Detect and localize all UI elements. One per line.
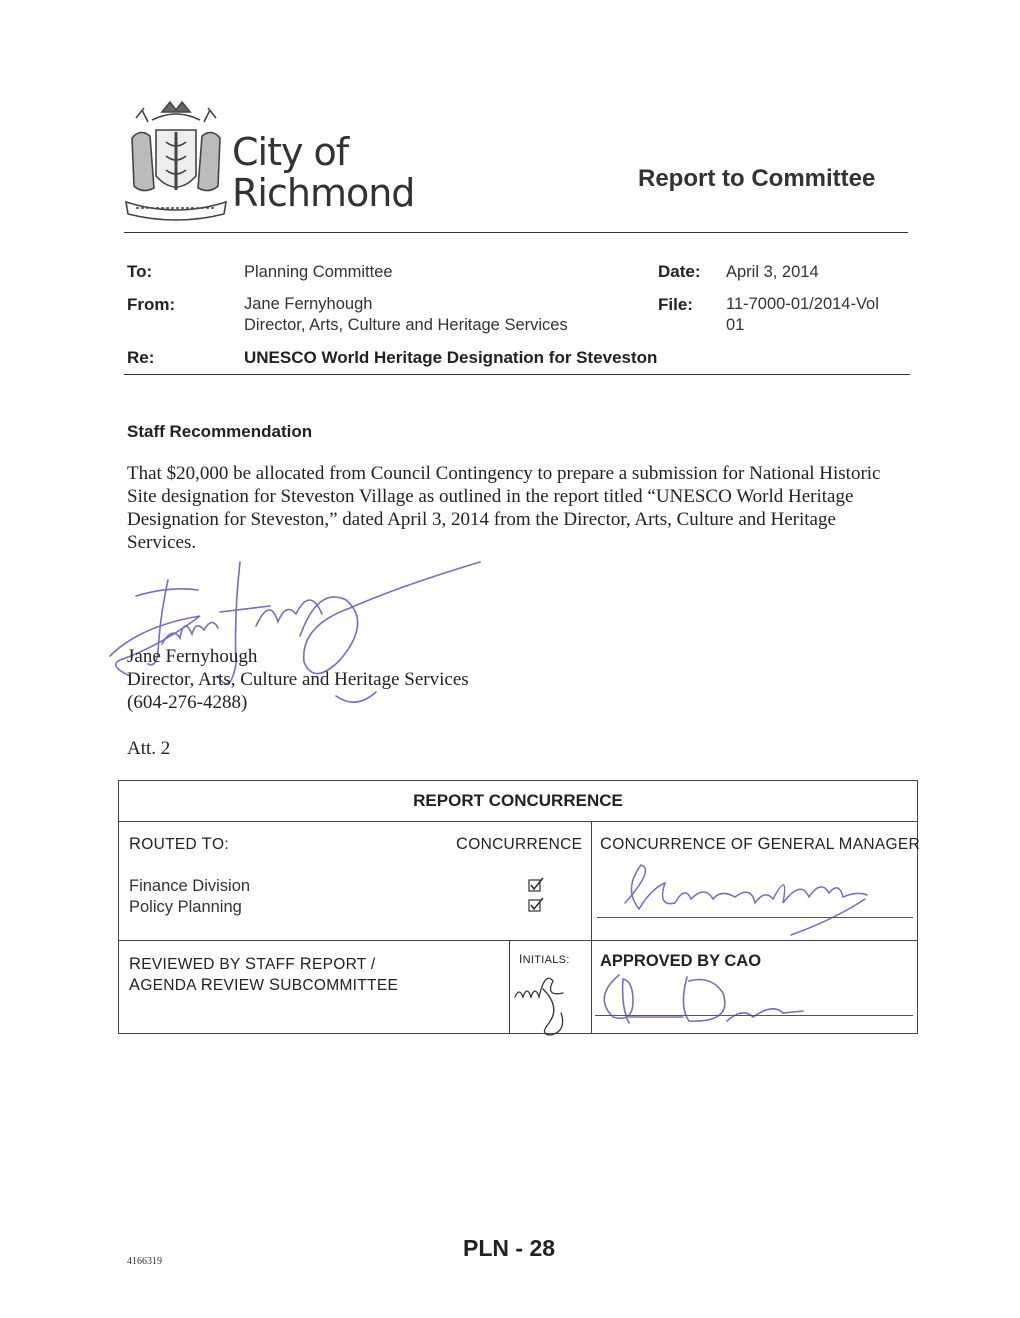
routed-to-header <box>129 835 229 854</box>
gm-header-part: G <box>757 835 771 853</box>
checked-checkbox-icon <box>528 877 544 893</box>
general-manager-header <box>600 835 920 854</box>
attachments-note: Att. 2 <box>127 738 171 759</box>
agenda-review-header <box>129 976 398 995</box>
signer-title: Director, Arts, Culture and Heritage Services <box>127 669 469 690</box>
city-name-line2: Richmond <box>232 171 415 215</box>
routed-department: Finance Division <box>129 877 251 895</box>
gm-header-part: M <box>838 835 853 853</box>
city-name <box>232 132 414 214</box>
file-label: File: <box>658 295 693 314</box>
city-name-line1: City of <box>232 130 349 174</box>
info-divider <box>124 374 910 375</box>
recommendation-text: That $20,000 be allocated from Council Contingency to prepare a submission for National Historic Site designation for Steveston Village as outlined in the report titled “UNESCO World Heritage Designation for Steveston,” dated April 3, 2014 from the Director, Arts, Culture and Heritage Services. <box>127 463 881 553</box>
header-divider <box>124 232 908 233</box>
checked-checkbox-icon <box>528 897 544 913</box>
to-value: Planning Committee <box>244 263 393 281</box>
gm-header-part: ONCURRENCE OF <box>612 836 758 853</box>
reviewed-part: TAFF <box>256 956 300 973</box>
date-value: April 3, 2014 <box>726 263 819 281</box>
signer-name: Jane Fernyhough <box>127 646 258 667</box>
reviewed-part: S <box>245 955 257 973</box>
gm-header-part: ANAGER <box>852 836 920 853</box>
from-title: Director, Arts, Culture and Heritage Services <box>244 316 568 334</box>
report-title: Report to Committee <box>638 165 876 192</box>
routed-department: Policy Planning <box>129 898 242 916</box>
from-label: From: <box>127 295 176 314</box>
routed-to-header-part: R <box>129 835 142 853</box>
report-concurrence-table <box>118 780 918 1034</box>
reviewed-part: S <box>268 976 281 994</box>
file-value-line1: 11-7000-01/2014-Vol <box>726 295 879 313</box>
cao-signature <box>593 967 913 1031</box>
reviewed-part: GENDA <box>140 977 201 994</box>
initials-part: NITIALS: <box>522 954 570 966</box>
reviewed-part: EVIEW <box>212 977 269 994</box>
general-manager-signature <box>595 859 913 937</box>
signer-phone: (604-276-4288) <box>127 692 248 713</box>
concurrence-title <box>119 791 917 811</box>
approved-by-cao: APPROVED BY CAO <box>600 952 762 970</box>
gm-header-part: C <box>600 835 613 853</box>
document-number: 4166319 <box>127 1256 162 1267</box>
routed-to-header-part: O: <box>211 836 229 853</box>
initials-signature <box>505 967 591 1037</box>
initials-header <box>519 952 570 966</box>
from-name: Jane Fernyhough <box>244 295 373 313</box>
date-label: Date: <box>658 262 701 281</box>
page-number: PLN - 28 <box>463 1235 556 1261</box>
city-crest-logo <box>122 98 230 223</box>
reviewed-part: EPORT / <box>311 956 376 973</box>
concurrence-header <box>456 835 582 854</box>
file-value-line2: 01 <box>726 316 745 334</box>
reviewed-part: R <box>299 955 312 973</box>
reviewed-part: R <box>200 976 213 994</box>
concurrence-header-part: ONCURRENCE <box>468 836 583 853</box>
concurrence-title-text: REPORT CONCURRENCE <box>413 791 623 810</box>
routed-to-header-part: T <box>201 835 212 853</box>
concurrence-header-part: C <box>456 835 469 853</box>
reviewed-by-header <box>129 955 376 974</box>
routed-to-header-part: OUTED <box>141 836 202 853</box>
gm-header-part: ENERAL <box>770 836 839 853</box>
initials-part: I <box>519 952 523 966</box>
re-value: UNESCO World Heritage Designation for Steveston <box>244 348 658 367</box>
reviewed-part: UBCOMMITTEE <box>280 977 399 994</box>
to-label: To: <box>127 262 153 281</box>
re-label: Re: <box>127 348 155 367</box>
reviewed-part: EVIEWED BY <box>141 956 246 973</box>
reviewed-part: A <box>129 976 141 994</box>
reviewed-part: R <box>129 955 142 973</box>
staff-recommendation-heading: Staff Recommendation <box>127 422 313 441</box>
